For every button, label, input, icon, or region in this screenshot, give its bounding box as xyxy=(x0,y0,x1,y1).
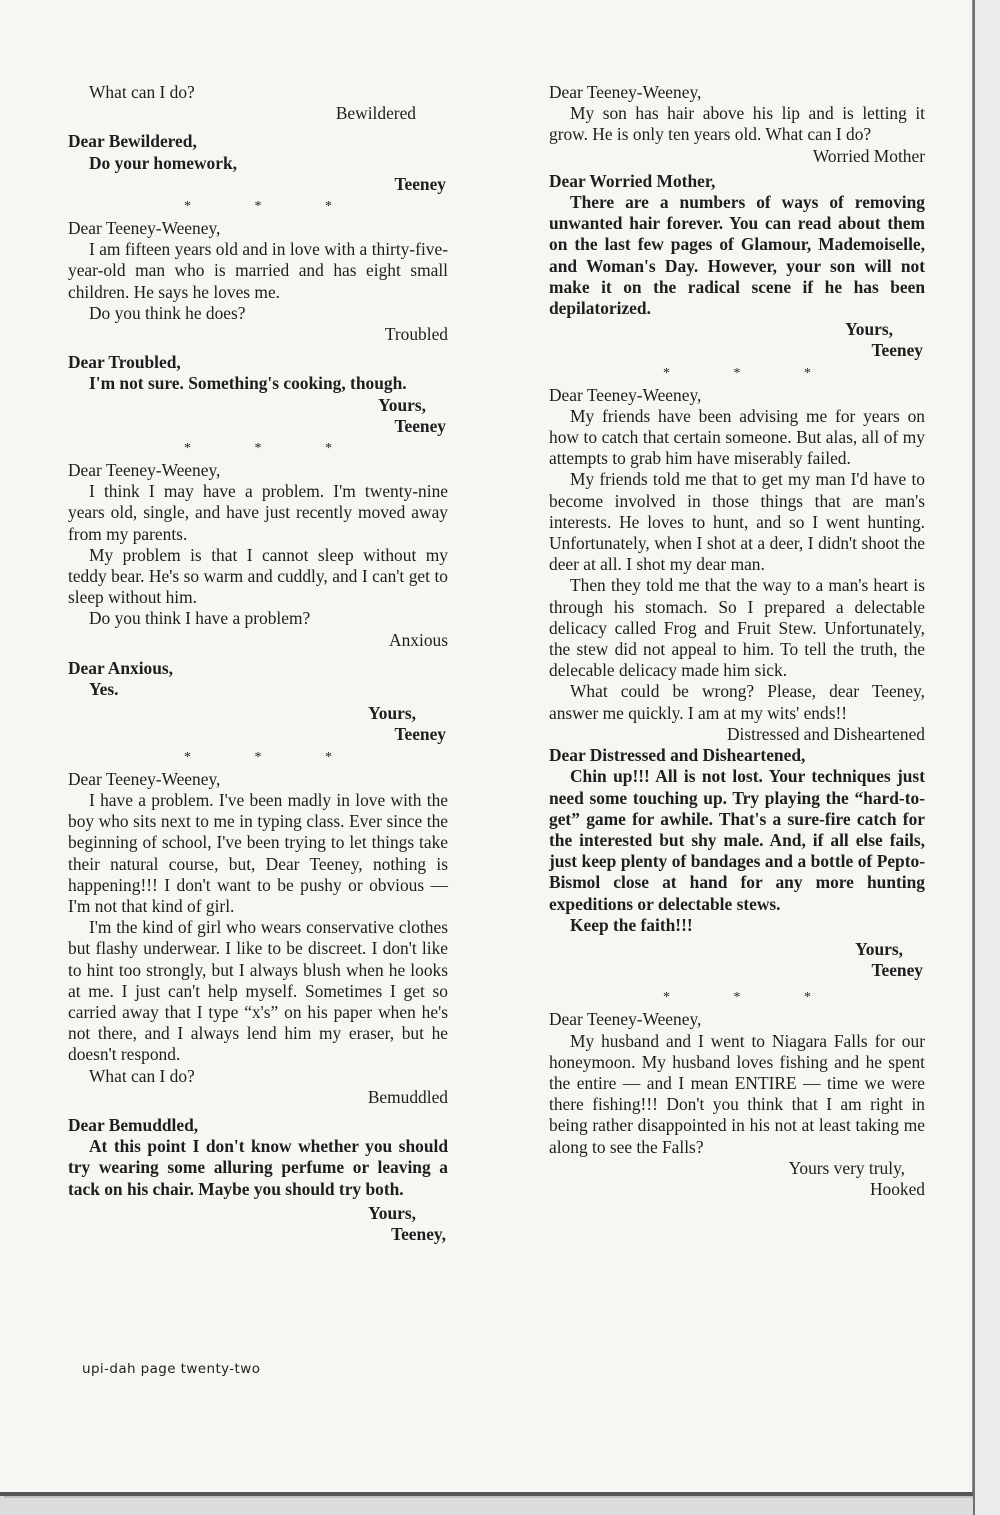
letter-paragraph: My problem is that I cannot sleep without my teddy bear. He's so warm and cuddly, and I can't get to sleep without him. xyxy=(68,544,448,608)
letter-signature: Distressed and Disheartened xyxy=(727,723,925,744)
reply-greeting: Dear Troubled, xyxy=(68,352,181,373)
section-separator: * * * xyxy=(184,441,362,457)
reply-greeting: Dear Distressed and Disheartened, xyxy=(549,745,806,766)
letter-paragraph: I think I may have a problem. I'm twenty-nine years old, single, and have just recently moved away from my parents. xyxy=(68,481,448,544)
reply-signoff-name: Teeney xyxy=(871,960,923,981)
letter-paragraph: I am fifteen years old and in love with a thirty-five-year-old man who is married and has eight small children. He says he loves me. xyxy=(68,239,448,302)
reply-signoff-yours: Yours, xyxy=(845,319,893,340)
section-separator: * * * xyxy=(184,749,362,765)
reply-signoff-name: Teeney xyxy=(394,415,446,436)
reply-signoff-name: Teeney xyxy=(394,724,446,745)
letter-signature: Bewildered xyxy=(335,103,416,124)
reply-signoff-yours: Yours, xyxy=(368,703,416,724)
reply-signoff-yours: Yours, xyxy=(378,394,426,415)
letter-greeting: Dear Teeney-Weeney, xyxy=(68,218,221,239)
letter-closing-line: Yours very truly, xyxy=(788,1157,905,1178)
reply-signoff-name: Teeney, xyxy=(391,1223,446,1244)
letter-signature: Troubled xyxy=(384,324,448,345)
reply-text: Chin up!!! All is not lost. Your techniques just need some touching up. Try playing the “hard-to-get” game for awhile. That's a sure-fire catch for the interested but shy male. And, if all else fails, just keep plenty of bandages and a bottle of Pepto-Bismol close at hand for any more hunting expeditions or delectable stews. xyxy=(549,766,925,914)
reply-text: Do your homework, xyxy=(89,152,237,173)
reply-signoff: Teeney xyxy=(394,173,446,194)
reply-signoff-yours: Yours, xyxy=(368,1202,416,1223)
reply-text: At this point I don't know whether you should try wearing some alluring perfume or leaving a tack on his chair. Maybe you should try both. xyxy=(68,1136,448,1199)
reply-text: Yes. xyxy=(89,679,119,700)
page-edge xyxy=(973,0,1000,1515)
letter-paragraph: My friends told me that to get my man I'd have to become involved in those things that are man's interests. He loves to hunt, and so I went hunting. Unfortunately, when I shot at a deer, I didn't shoot the deer at all. I shot my dear man. xyxy=(549,469,925,575)
letter-paragraph: What could be wrong? Please, dear Teeney, answer me quickly. I am at my wits' ends!! xyxy=(549,681,925,723)
reply-greeting: Dear Worried Mother, xyxy=(549,170,716,191)
reply-greeting: Dear Anxious, xyxy=(68,657,174,678)
letter-paragraph: I'm the kind of girl who wears conservative clothes but flashy underwear. I like to be discreet. I don't like to hint too strongly, but I always blush when he looks at me. I just can't help myself. Sometimes I get so carried away that I type “x's” on his paper when he's not there, and I always lend him my eraser, but he doesn't respond. xyxy=(68,917,448,1065)
reply-signoff-yours: Yours, xyxy=(855,938,903,959)
reply-text: There are a numbers of ways of removing unwanted hair forever. You can read about them on the last few pages of Glamour, Mademoiselle, and Woman's Day. However, your son will not make it on the radical scene if he has been depilatorized. xyxy=(549,192,925,319)
letter-signature: Hooked xyxy=(869,1178,925,1199)
letter-greeting: Dear Teeney-Weeney, xyxy=(549,82,702,102)
left-column xyxy=(68,82,448,1245)
letter-paragraph: Do you think he does? xyxy=(89,302,246,323)
letter-paragraph: I have a problem. I've been madly in love with the boy who sits next to me in typing class. Ever since the beginning of school, I've been trying to let things take their natural course, but, Dear Teeney, nothing is happening!!! I don't want to be pushy or obvious — I'm not that kind of girl. xyxy=(68,789,448,916)
right-column xyxy=(549,82,925,1200)
letter-greeting: Dear Teeney-Weeney, xyxy=(68,768,221,789)
section-separator: * * * xyxy=(663,365,841,381)
letter-greeting: Dear Teeney-Weeney, xyxy=(68,460,221,481)
section-separator: * * * xyxy=(663,990,841,1006)
letter-paragraph: My husband and I went to Niagara Falls for our honeymoon. My husband loves fishing and he spent the entire — and I mean ENTIRE — time we were there fishing!!! Don't you think that I am right in being rather disappointed in his not at least taking me along to see the Falls? xyxy=(549,1030,925,1157)
letter-paragraph: Then they told me that the way to a man's heart is through his stomach. So I prepared a delectable delicacy called Frog and Fruit Stew. Unfortunately, the stew did not appeal to him. To tell the truth, the delecable delicacy made him sick. xyxy=(549,575,925,681)
page-footer: upi-dah page twenty-two xyxy=(82,1361,261,1377)
section-separator: * * * xyxy=(184,199,362,215)
letter-signature: Worried Mother xyxy=(812,145,925,166)
letter-greeting: Dear Teeney-Weeney, xyxy=(549,1009,702,1030)
reply-text: Keep the faith!!! xyxy=(570,914,693,935)
letter-paragraph: Do you think I have a problem? xyxy=(89,608,311,629)
letter-signature: Anxious xyxy=(389,629,448,650)
reply-signoff-name: Teeney xyxy=(871,340,923,361)
letter-closing-line: What can I do? xyxy=(89,82,195,102)
reply-greeting: Dear Bemuddled, xyxy=(68,1114,199,1135)
letter-signature: Bemuddled xyxy=(367,1086,448,1107)
letter-greeting: Dear Teeney-Weeney, xyxy=(549,384,702,405)
letter-paragraph: My friends have been advising me for years on how to catch that certain someone. But alas, all of my attempts to grab him have miserably failed. xyxy=(549,405,925,469)
reply-greeting: Dear Bewildered, xyxy=(68,131,197,152)
reply-text: I'm not sure. Something's cooking, though. xyxy=(89,373,407,394)
letter-paragraph: What can I do? xyxy=(89,1065,195,1086)
letter-paragraph: My son has hair above his lip and is letting it grow. He is only ten years old. What can I do? xyxy=(549,103,925,145)
